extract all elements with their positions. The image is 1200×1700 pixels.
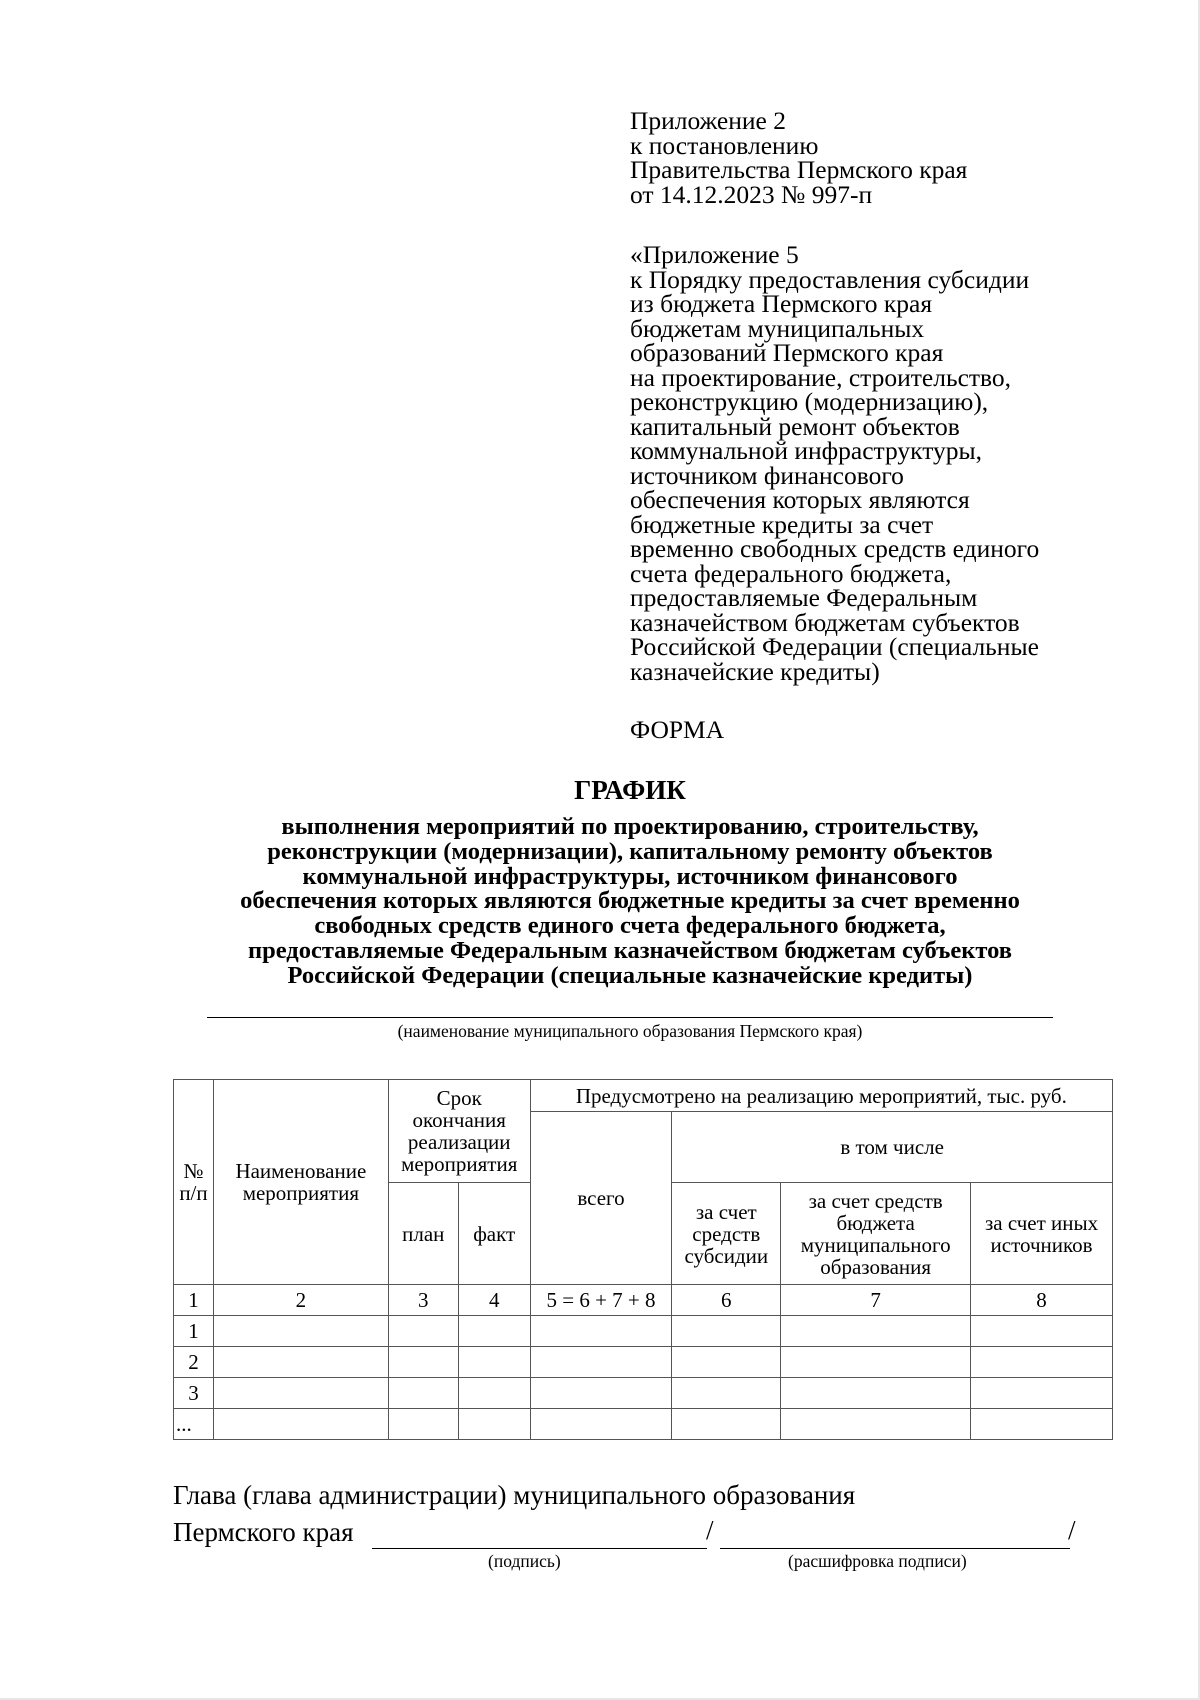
appendix-line: Приложение 2 <box>630 106 786 135</box>
table-row <box>174 1347 1113 1378</box>
column-numbering-row <box>174 1285 1113 1316</box>
table-cell[interactable] <box>781 1347 971 1378</box>
column-number: 6 <box>672 1285 781 1316</box>
appendix-line: к постановлению <box>630 130 819 160</box>
subtitle-line: предоставляемые Федеральным казначейством бюджетам субъектов <box>248 936 1012 964</box>
municipality-name-line[interactable] <box>207 1017 1053 1018</box>
header-plan: план <box>388 1183 458 1285</box>
table-cell[interactable] <box>388 1378 458 1409</box>
signature-decode-caption: (расшифровка подписи) <box>788 1551 967 1571</box>
table-cell[interactable] <box>971 1378 1113 1409</box>
row-number: 3 <box>174 1378 214 1409</box>
table-cell[interactable] <box>971 1316 1113 1347</box>
inner-appendix-line: капитальный ремонт объектов <box>630 411 960 441</box>
table-cell[interactable] <box>672 1316 781 1347</box>
municipality-caption: (наименование муниципального образования Пермского края) <box>397 1021 863 1041</box>
table-cell[interactable] <box>213 1316 388 1347</box>
inner-appendix-header <box>630 240 1040 686</box>
table-cell[interactable] <box>213 1347 388 1378</box>
header-subsidy: за счет средств субсидии <box>672 1183 781 1285</box>
signature-line[interactable] <box>372 1548 707 1549</box>
table-cell[interactable] <box>781 1316 971 1347</box>
row-number: 1 <box>174 1316 214 1347</box>
table-cell[interactable] <box>458 1378 530 1409</box>
appendix-line: от 14.12.2023 № 997-п <box>630 179 873 209</box>
row-number: 2 <box>174 1347 214 1378</box>
subtitle-line: коммунальной инфраструктуры, источником финансового <box>302 862 958 890</box>
column-number: 5 = 6 + 7 + 8 <box>530 1285 672 1316</box>
table-cell[interactable] <box>781 1378 971 1409</box>
signature-separator: / <box>706 1515 714 1545</box>
inner-appendix-line: на проектирование, строительство, <box>630 362 1012 392</box>
subtitle-line: реконструкции (модернизации), капитальному ремонту объектов <box>267 837 993 865</box>
table-cell[interactable] <box>530 1378 672 1409</box>
table-cell[interactable] <box>213 1378 388 1409</box>
header-total: всего <box>530 1112 672 1285</box>
inner-appendix-line: реконструкцию (модернизацию), <box>630 387 989 416</box>
form-label: ФОРМА <box>630 715 725 744</box>
header-number: № п/п <box>174 1080 214 1285</box>
inner-appendix-line: коммунальной инфраструктуры, <box>630 436 983 465</box>
document-title: ГРАФИК <box>574 775 686 805</box>
column-number: 8 <box>971 1285 1113 1316</box>
document-subtitle <box>160 815 1100 989</box>
table-cell[interactable] <box>672 1409 781 1440</box>
header-deadline: Срок окончания реализации мероприятия <box>388 1080 530 1183</box>
column-number: 7 <box>781 1285 971 1316</box>
header-event-name: Наименование мероприятия <box>213 1080 388 1285</box>
table-cell[interactable] <box>971 1409 1113 1440</box>
subtitle-line: Российской Федерации (специальные казначейские кредиты) <box>287 961 973 989</box>
column-number: 2 <box>213 1285 388 1316</box>
table-cell[interactable] <box>530 1316 672 1347</box>
inner-appendix-line: источником финансового <box>630 460 904 490</box>
table-cell[interactable] <box>458 1316 530 1347</box>
header-other-sources: за счет иных источников <box>971 1183 1113 1285</box>
appendix-line: Правительства Пермского края <box>630 155 968 184</box>
table-cell[interactable] <box>388 1316 458 1347</box>
inner-appendix-line: временно свободных средств единого <box>630 534 1040 563</box>
inner-appendix-line: бюджетам муниципальных <box>630 313 925 343</box>
header-funding: Предусмотрено на реализацию мероприятий, тыс. руб. <box>530 1080 1112 1112</box>
table-row <box>174 1409 1113 1440</box>
table-cell[interactable] <box>388 1409 458 1440</box>
schedule-table <box>173 1079 1113 1440</box>
column-number: 3 <box>388 1285 458 1316</box>
table-cell[interactable] <box>388 1347 458 1378</box>
table-row <box>174 1316 1113 1347</box>
table-cell[interactable] <box>672 1378 781 1409</box>
table-cell[interactable] <box>530 1409 672 1440</box>
column-number: 1 <box>174 1285 214 1316</box>
header-fact: факт <box>458 1183 530 1285</box>
table-cell[interactable] <box>672 1347 781 1378</box>
signatory-region: Пермского края <box>173 1517 354 1547</box>
inner-appendix-line: из бюджета Пермского края <box>630 289 933 318</box>
inner-appendix-line: к Порядку предоставления субсидии <box>630 264 1030 294</box>
header-municipal-budget: за счет средств бюджета муниципального образования <box>781 1183 971 1285</box>
inner-appendix-line: предоставляемые Федеральным <box>630 583 978 612</box>
signature-separator: / <box>1068 1515 1076 1545</box>
table-cell[interactable] <box>458 1347 530 1378</box>
inner-appendix-line: образований Пермского края <box>630 338 944 367</box>
header-including: в том числе <box>672 1112 1113 1183</box>
subtitle-line: выполнения мероприятий по проектированию, строительству, <box>281 813 979 840</box>
table-cell[interactable] <box>971 1347 1113 1378</box>
appendix-header <box>630 106 968 209</box>
inner-appendix-line: казначейством бюджетам субъектов <box>630 607 1020 637</box>
inner-appendix-line: обеспечения которых являются <box>630 485 970 514</box>
signature-decode-line[interactable] <box>720 1548 1070 1549</box>
inner-appendix-line: Российской Федерации (специальные <box>630 632 1039 661</box>
table-cell[interactable] <box>213 1409 388 1440</box>
inner-appendix-line: счета федерального бюджета, <box>630 558 952 588</box>
table-cell[interactable] <box>530 1347 672 1378</box>
inner-appendix-line: «Приложение 5 <box>630 240 799 269</box>
subtitle-line: обеспечения которых являются бюджетные кредиты за счет временно <box>240 887 1020 915</box>
signatory-title: Глава (глава администрации) муниципального образования <box>173 1480 856 1510</box>
row-number: ... <box>174 1409 214 1440</box>
signature-caption: (подпись) <box>488 1551 561 1571</box>
subtitle-line: свободных средств единого счета федерального бюджета, <box>314 912 946 940</box>
table-cell[interactable] <box>781 1409 971 1440</box>
table-cell[interactable] <box>458 1409 530 1440</box>
inner-appendix-line: бюджетные кредиты за счет <box>630 509 934 539</box>
inner-appendix-line: казначейские кредиты) <box>630 656 880 686</box>
column-number: 4 <box>458 1285 530 1316</box>
table-row <box>174 1378 1113 1409</box>
